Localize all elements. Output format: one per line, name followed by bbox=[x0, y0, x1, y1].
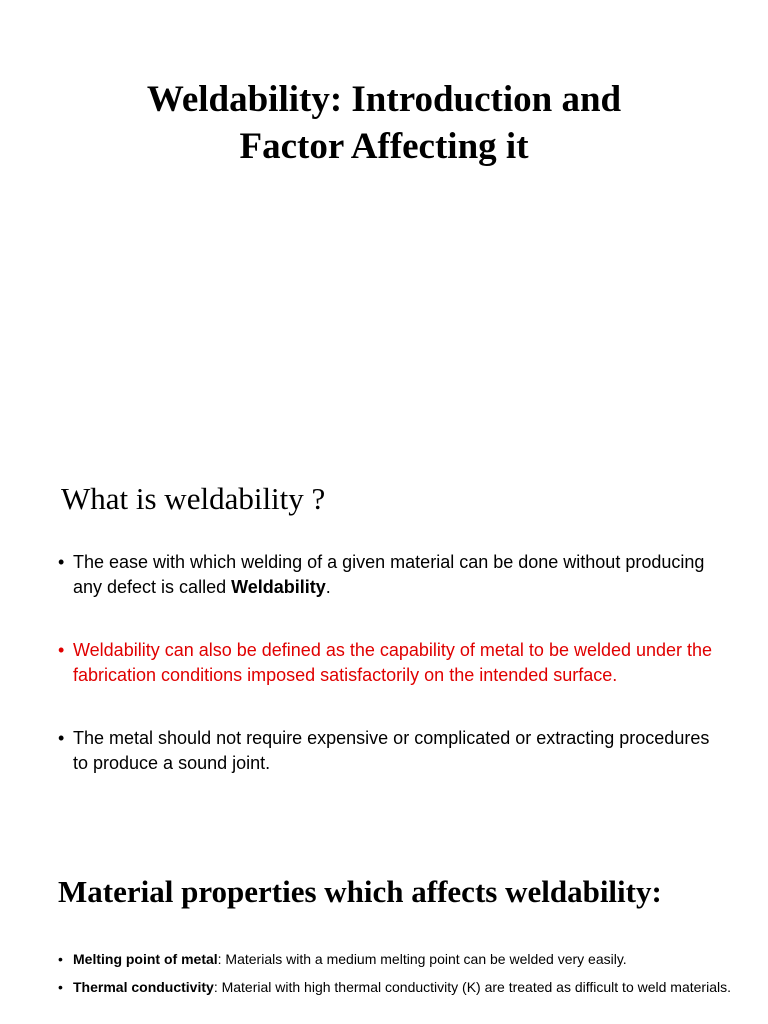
bullet-list bbox=[58, 550, 718, 776]
slide-title bbox=[40, 76, 728, 170]
bullet-item bbox=[58, 726, 718, 776]
bullet-marker: • bbox=[58, 951, 63, 967]
bullet-text: The metal should not require expensive or complicated or extracting procedures to produce a sound joint. bbox=[73, 728, 710, 773]
bullet-item bbox=[58, 978, 738, 997]
title-line-1: Weldability: Introduction and bbox=[146, 79, 622, 120]
bullet-bold-term: Thermal conductivity bbox=[73, 979, 214, 995]
bullet-text: : Materials with a medium melting point can be welded very easily. bbox=[217, 951, 627, 967]
bullet-item-highlighted bbox=[58, 638, 718, 688]
bullet-text: The ease with which welding of a given material can be done without producing any defect is called bbox=[73, 552, 705, 597]
bullet-marker: • bbox=[58, 979, 63, 995]
title-slide bbox=[0, 0, 768, 440]
title-line-2: Factor Affecting it bbox=[239, 126, 529, 167]
bullet-marker: • bbox=[58, 728, 65, 748]
bullet-item bbox=[58, 950, 738, 969]
slide-heading: What is weldability ? bbox=[61, 481, 326, 516]
slide-heading: Material properties which affects weldability: bbox=[58, 874, 662, 909]
bullet-list bbox=[58, 950, 738, 1006]
bullet-marker: • bbox=[58, 640, 65, 660]
bullet-text-end: . bbox=[325, 577, 331, 597]
definition-slide bbox=[0, 446, 768, 830]
bullet-item bbox=[58, 550, 718, 600]
properties-slide bbox=[0, 836, 768, 1024]
bullet-text: Weldability can also be defined as the capability of metal to be welded under the fabrication conditions imposed satisfactorily on the intended surface. bbox=[73, 640, 713, 685]
bullet-bold-term: Melting point of metal bbox=[73, 951, 218, 967]
bullet-text: : Material with high thermal conductivity (K) are treated as difficult to weld materials. bbox=[213, 979, 731, 995]
bullet-marker: • bbox=[58, 552, 65, 572]
bullet-bold-term: Weldability bbox=[231, 577, 326, 597]
